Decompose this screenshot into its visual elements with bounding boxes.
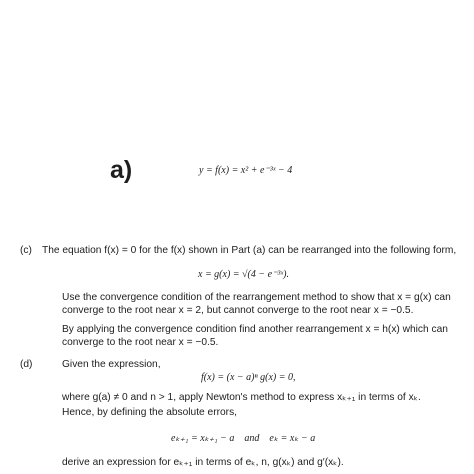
part-d-intro: Given the expression, [62,359,161,370]
part-c-task-2: By applying the convergence condition find another rearrangement x = h(x) which can converge to the root near x = −0.5. [62,324,448,348]
part-d-task-2: Hence, by defining the absolute errors, [62,407,237,418]
part-d-error-equation: eₖ₊₁ = xₖ₊₁ − a and eₖ = xₖ − a [171,433,316,444]
part-d-marker: (d) [20,359,33,370]
part-a-equation: y = f(x) = x² + e⁻³ˣ − 4 [199,165,293,176]
part-d-task-1: where g(a) ≠ 0 and n > 1, apply Newton's method to express xₖ₊₁ in terms of xₖ. [62,392,421,403]
part-c-intro: The equation f(x) = 0 for the f(x) shown in Part (a) can be rearranged into the following form, [42,245,457,256]
part-d-task-3: derive an expression for eₖ₊₁ in terms of eₖ, n, g(xₖ) and g′(xₖ). [62,457,344,468]
part-c-task-1: Use the convergence condition of the rearrangement method to show that x = g(x) can converge to the root near x = 2, but cannot converge to the root near x = −0.5. [62,292,451,316]
part-a-label: a) [110,156,133,184]
part-c-equation: x = g(x) = √(4 − e⁻³ˣ). [198,269,289,280]
part-d-equation: f(x) = (x − a)ⁿ g(x) = 0, [201,372,296,383]
part-c-marker: (c) [20,245,32,256]
